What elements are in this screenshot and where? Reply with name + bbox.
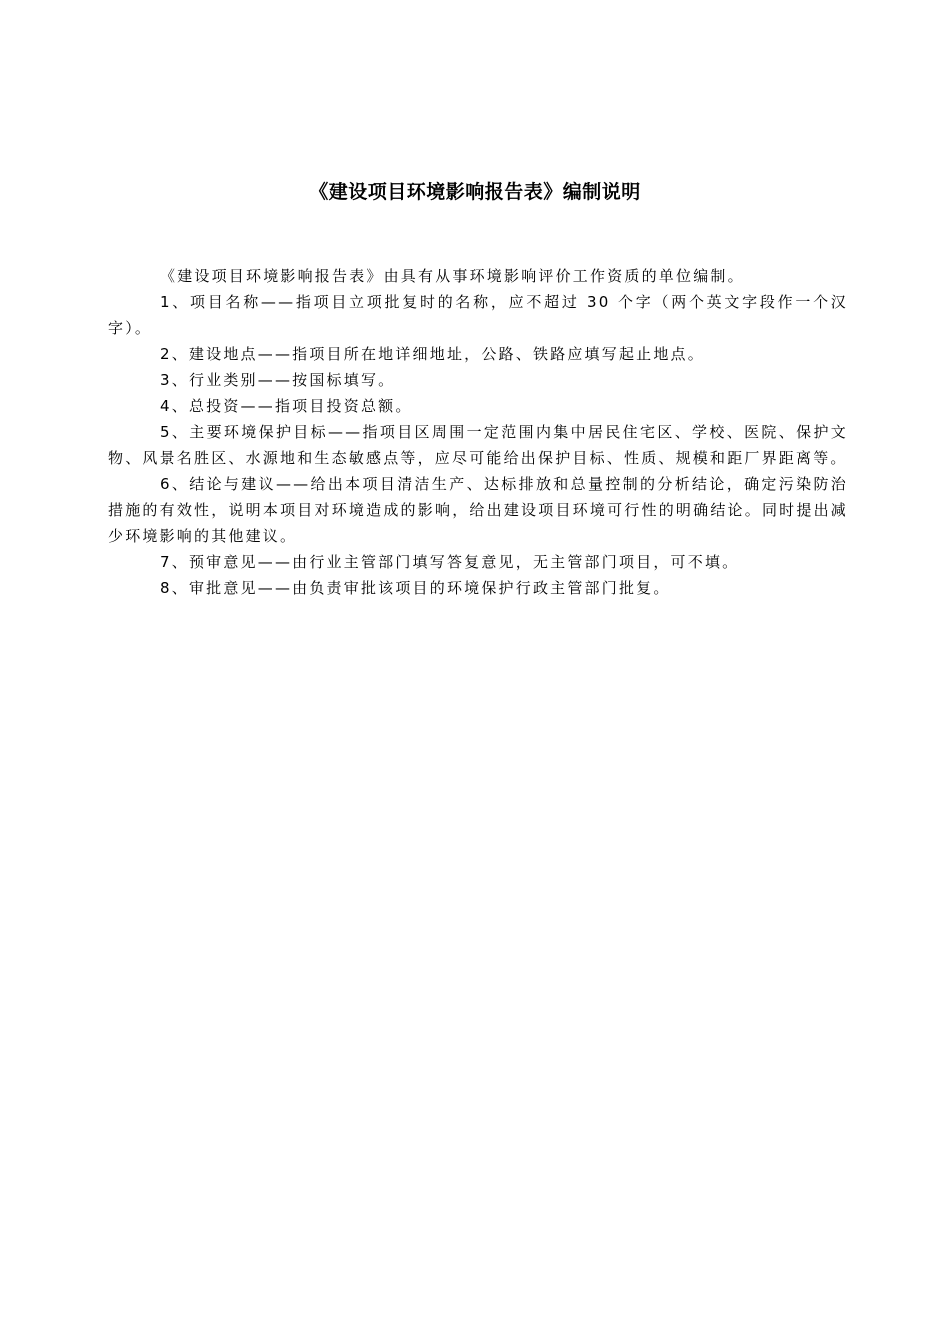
- document-title: 《建设项目环境影响报告表》编制说明: [309, 181, 641, 203]
- item-industry-category: 3、行业类别——按国标填写。: [160, 371, 396, 389]
- intro-paragraph: 《建设项目环境影响报告表》由具有从事环境影响评价工作资质的单位编制。: [160, 267, 745, 285]
- item-construction-site: 2、建设地点——指项目所在地详细地址，公路、铁路应填写起止地点。: [160, 345, 705, 363]
- item-conclusions: 6、结论与建议——给出本项目清洁生产、达标排放和总量控制的分析结论，确定污染防治措施的有效性，说明本项目对环境造成的影响，给出建设项目环境可行性的明确结论。同时提出减少环境影响的其他建议。: [108, 475, 848, 545]
- item-protection-targets: 5、主要环境保护目标——指项目区周围一定范围内集中居民住宅区、学校、医院、保护文物、风景名胜区、水源地和生态敏感点等，应尽可能给出保护目标、性质、规模和距厂界距离等。: [108, 423, 848, 467]
- item-pre-review-opinion: 7、预审意见——由行业主管部门填写答复意见，无主管部门项目，可不填。: [160, 553, 740, 571]
- item-approval-opinion: 8、审批意见——由负责审批该项目的环境保护行政主管部门批复。: [160, 579, 671, 597]
- document-body: [108, 263, 848, 601]
- item-project-name: 1、项目名称——指项目立项批复时的名称，应不超过 30 个字（两个英文字段作一个汉字）。: [108, 293, 848, 337]
- item-total-investment: 4、总投资——指项目投资总额。: [160, 397, 413, 415]
